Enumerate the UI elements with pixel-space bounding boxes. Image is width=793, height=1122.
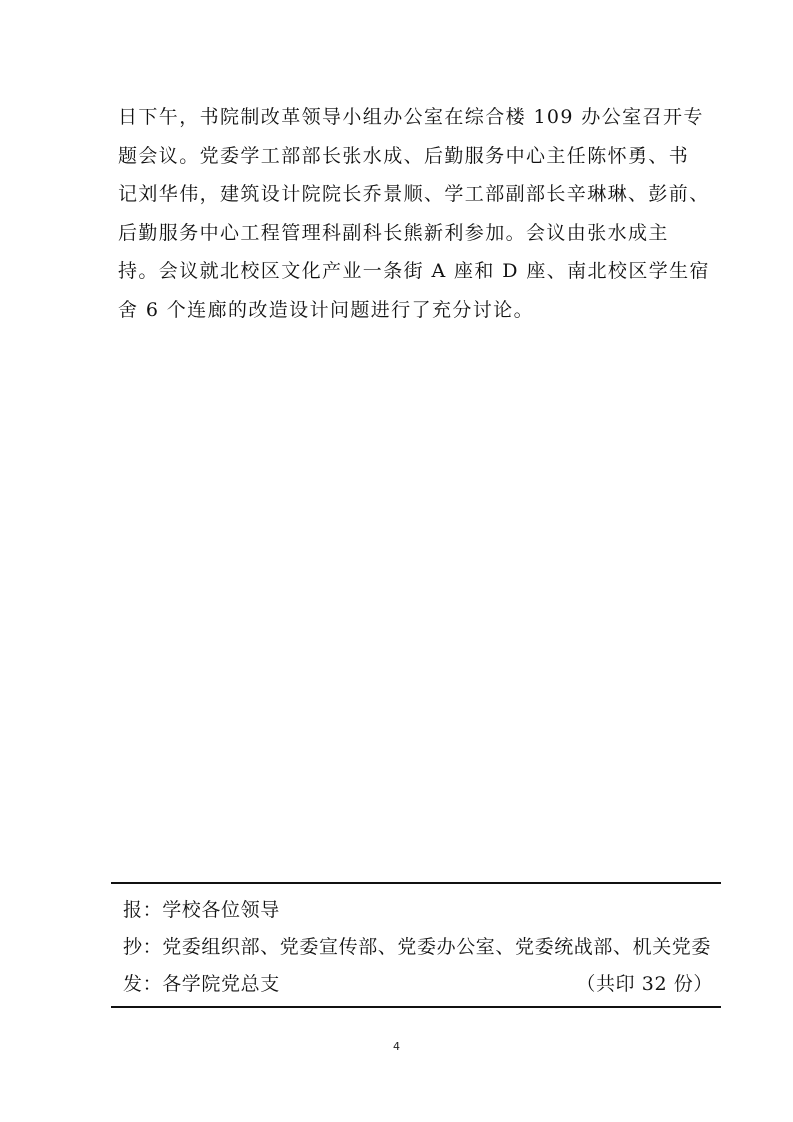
report-to-line: 报：学校各位领导 — [123, 899, 280, 921]
paragraph-line: 舍 6 个连廊的改造设计问题进行了充分讨论。 — [118, 298, 534, 321]
top-divider — [111, 882, 721, 884]
paragraph-line: 记刘华伟，建筑设计院院长乔景顺、学工部副部长辛琳琳、彭前、 — [118, 183, 710, 205]
distribution-block — [111, 882, 721, 1010]
copies-count: （共印 32 份） — [576, 973, 713, 995]
paragraph-line: 题会议。党委学工部部长张水成、后勤服务中心主任陈怀勇、书 — [118, 144, 690, 167]
paragraph-line: 日下午，书院制改革领导小组办公室在综合楼 109 办公室召开专 — [118, 106, 704, 128]
body-paragraph — [118, 98, 710, 329]
send-to-line — [123, 966, 713, 1002]
page-number: 4 — [393, 1040, 400, 1053]
send-to-text: 发：各学院党总支 — [123, 973, 280, 995]
copy-to-line: 抄：党委组织部、党委宣传部、党委办公室、党委统战部、机关党委 — [123, 936, 712, 958]
bottom-divider — [111, 1006, 721, 1008]
paragraph-line: 持。会议就北校区文化产业一条街 A 座和 D 座、南北校区学生宿 — [118, 260, 710, 282]
paragraph-line: 后勤服务中心工程管理科副科长熊新利参加。会议由张水成主 — [118, 221, 669, 244]
